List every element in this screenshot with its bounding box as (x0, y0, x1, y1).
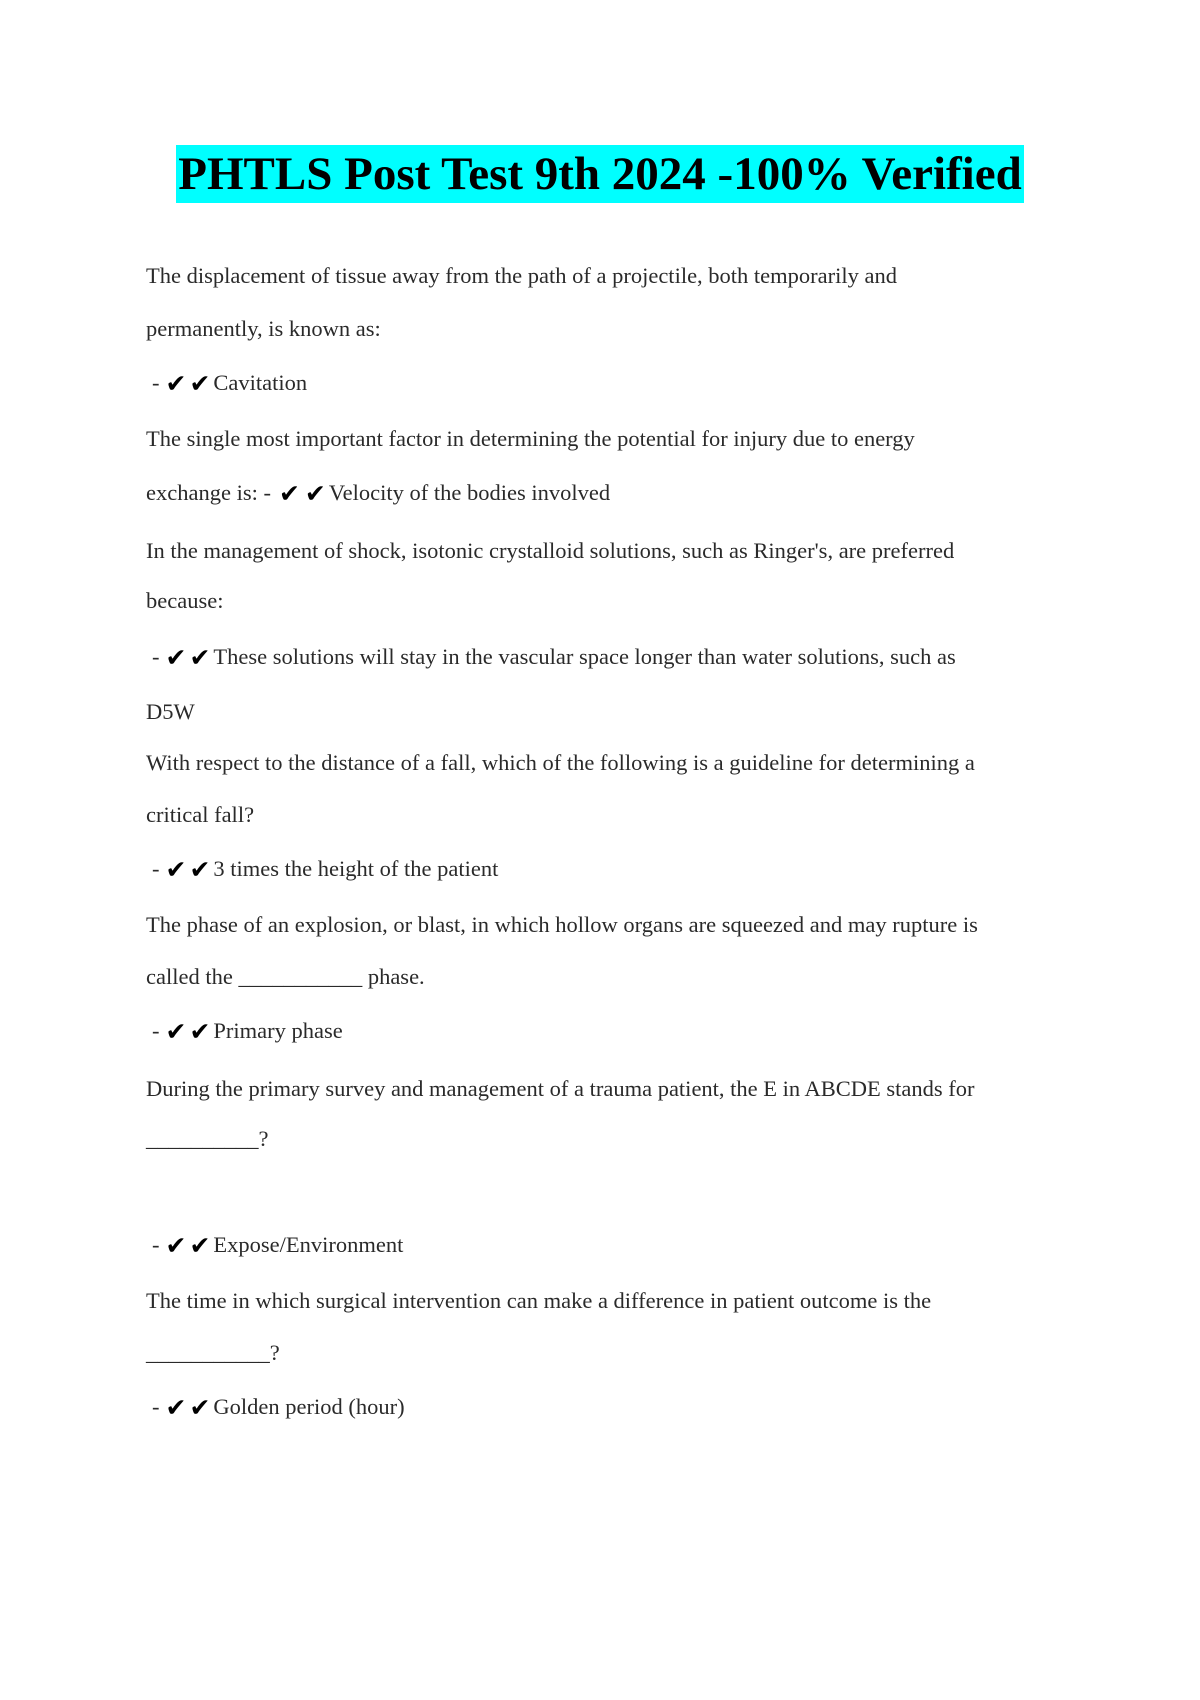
answer-line (152, 1392, 405, 1423)
answer-line (152, 1230, 403, 1261)
answer-text: Primary phase (213, 1018, 343, 1043)
answer-line (152, 1016, 343, 1047)
answer-line (146, 478, 610, 509)
question-text: The phase of an explosion, or blast, in which hollow organs are squeezed and may rupture is (146, 912, 978, 937)
checkmark-icon: ✔ (165, 1393, 187, 1422)
answer-line (152, 368, 307, 399)
question-text: exchange is: (146, 480, 258, 505)
checkmark-icon: ✔ (165, 855, 187, 884)
checkmark-icon: ✔ (165, 1231, 187, 1260)
checkmark-icon: ✔ (165, 1017, 187, 1046)
question-text: ___________? (146, 1340, 280, 1365)
checkmark-icon: ✔ (278, 479, 300, 508)
question-text: critical fall? (146, 802, 255, 827)
answer-text: These solutions will stay in the vascular space longer than water solutions, such as (213, 644, 956, 669)
answer-text: Cavitation (213, 370, 308, 395)
document-title: PHTLS Post Test 9th 2024 -100% Verified (176, 145, 1023, 203)
question-text: In the management of shock, isotonic crystalloid solutions, such as Ringer's, are preferred (146, 538, 955, 563)
title-container (0, 145, 1200, 203)
question-text: The single most important factor in determining the potential for injury due to energy (146, 426, 915, 451)
checkmark-icon: ✔ (189, 369, 211, 398)
question-text: The displacement of tissue away from the path of a projectile, both temporarily and (146, 263, 898, 288)
question-text: During the primary survey and management of a trauma patient, the E in ABCDE stands for (146, 1076, 975, 1101)
question-text: because: (146, 588, 224, 613)
question-text: called the ___________ phase. (146, 964, 425, 989)
answer-line (152, 854, 498, 885)
answer-dash: - (152, 1018, 160, 1043)
question-text: permanently, is known as: (146, 316, 381, 341)
answer-line (152, 642, 956, 673)
answer-dash: - (152, 644, 160, 669)
answer-dash: - (152, 1232, 160, 1257)
answer-text: Expose/Environment (213, 1232, 404, 1257)
answer-text: Golden period (hour) (213, 1394, 405, 1419)
checkmark-icon: ✔ (165, 369, 187, 398)
answer-dash: - (152, 856, 160, 881)
checkmark-icon: ✔ (304, 479, 326, 508)
checkmark-icon: ✔ (165, 643, 187, 672)
answer-dash: - (152, 370, 160, 395)
question-text: __________? (146, 1126, 269, 1151)
answer-dash: - (152, 1394, 160, 1419)
answer-dash: - (263, 480, 271, 505)
question-text: The time in which surgical intervention can make a difference in patient outcome is the (146, 1288, 932, 1313)
checkmark-icon: ✔ (189, 1393, 211, 1422)
checkmark-icon: ✔ (189, 643, 211, 672)
answer-text: Velocity of the bodies involved (328, 480, 611, 505)
checkmark-icon: ✔ (189, 1017, 211, 1046)
answer-text: 3 times the height of the patient (213, 856, 499, 881)
answer-text-continued: D5W (146, 699, 195, 724)
question-text: With respect to the distance of a fall, which of the following is a guideline for determining a (146, 750, 975, 775)
checkmark-icon: ✔ (189, 1231, 211, 1260)
checkmark-icon: ✔ (189, 855, 211, 884)
